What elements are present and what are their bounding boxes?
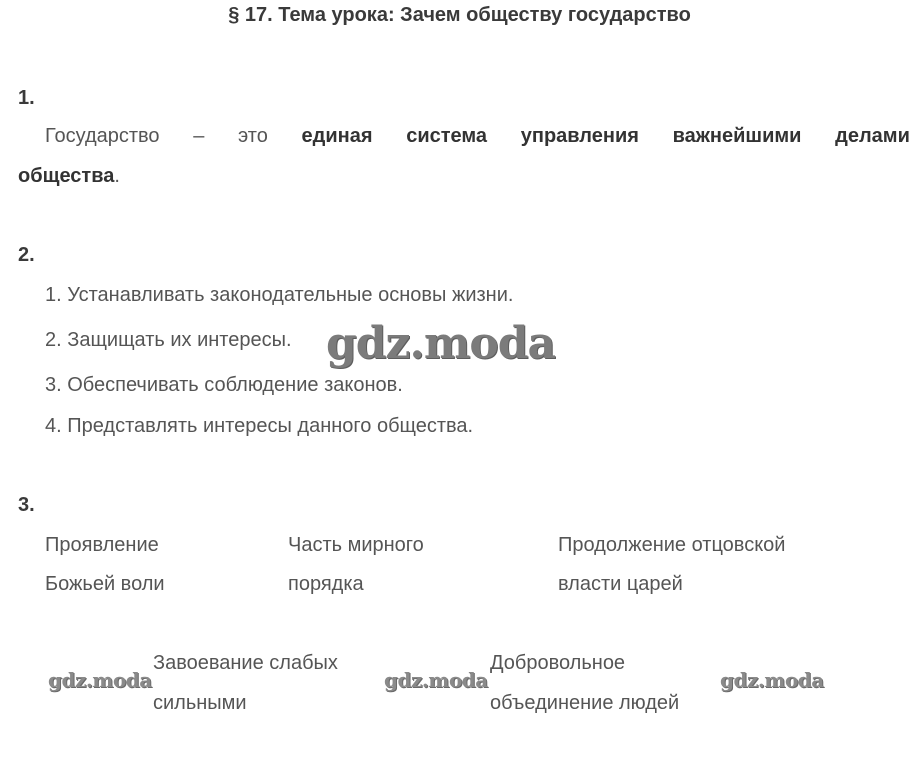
definition-period: . [114,165,120,187]
definition-bold-word: единая [301,125,373,147]
answer-cell-line: объединение людей [490,692,680,714]
section-2-number: 2. [18,244,35,266]
list-item: 4. Представлять интересы данного общества. [45,415,474,437]
definition-bold-word: делами [835,125,910,147]
page-title: § 17. Тема урока: Зачем обществу государство [228,4,691,26]
definition-line-1 [45,124,910,148]
definition-bold-word: система [406,125,488,147]
list-item: 1. Устанавливать законодательные основы жизни. [45,284,514,306]
section-1-number: 1. [18,87,35,109]
answer-cell-line: порядка [288,573,364,595]
definition-word: это [238,125,268,147]
definition-line-2 [18,164,120,188]
section-3-number: 3. [18,494,35,516]
answer-cell-line: сильными [153,692,247,714]
list-item: 2. Защищать их интересы. [45,329,292,351]
watermark-logo-small: gdz.moda [384,668,488,692]
answer-cell-line: Проявление [45,534,159,556]
watermark-logo-small: gdz.moda [720,668,824,692]
definition-bold-word: общества [18,165,115,187]
answer-cell-line: Божьей воли [45,573,165,595]
answer-cell-line: Добровольное [490,652,626,674]
definition-word: Государство [45,125,160,147]
definition-dash: – [193,125,205,147]
answer-cell-line: Часть мирного [288,534,424,556]
definition-bold-word: важнейшими [672,125,802,147]
definition-bold-word: управления [520,125,639,147]
watermark-logo-small: gdz.moda [48,668,152,692]
list-item: 3. Обеспечивать соблюдение законов. [45,374,403,396]
answer-cell-line: власти царей [558,573,683,595]
answer-cell-line: Продолжение отцовской [558,534,786,556]
answer-cell-line: Завоевание слабых [153,652,338,674]
watermark-logo: gdz.moda [326,318,556,369]
